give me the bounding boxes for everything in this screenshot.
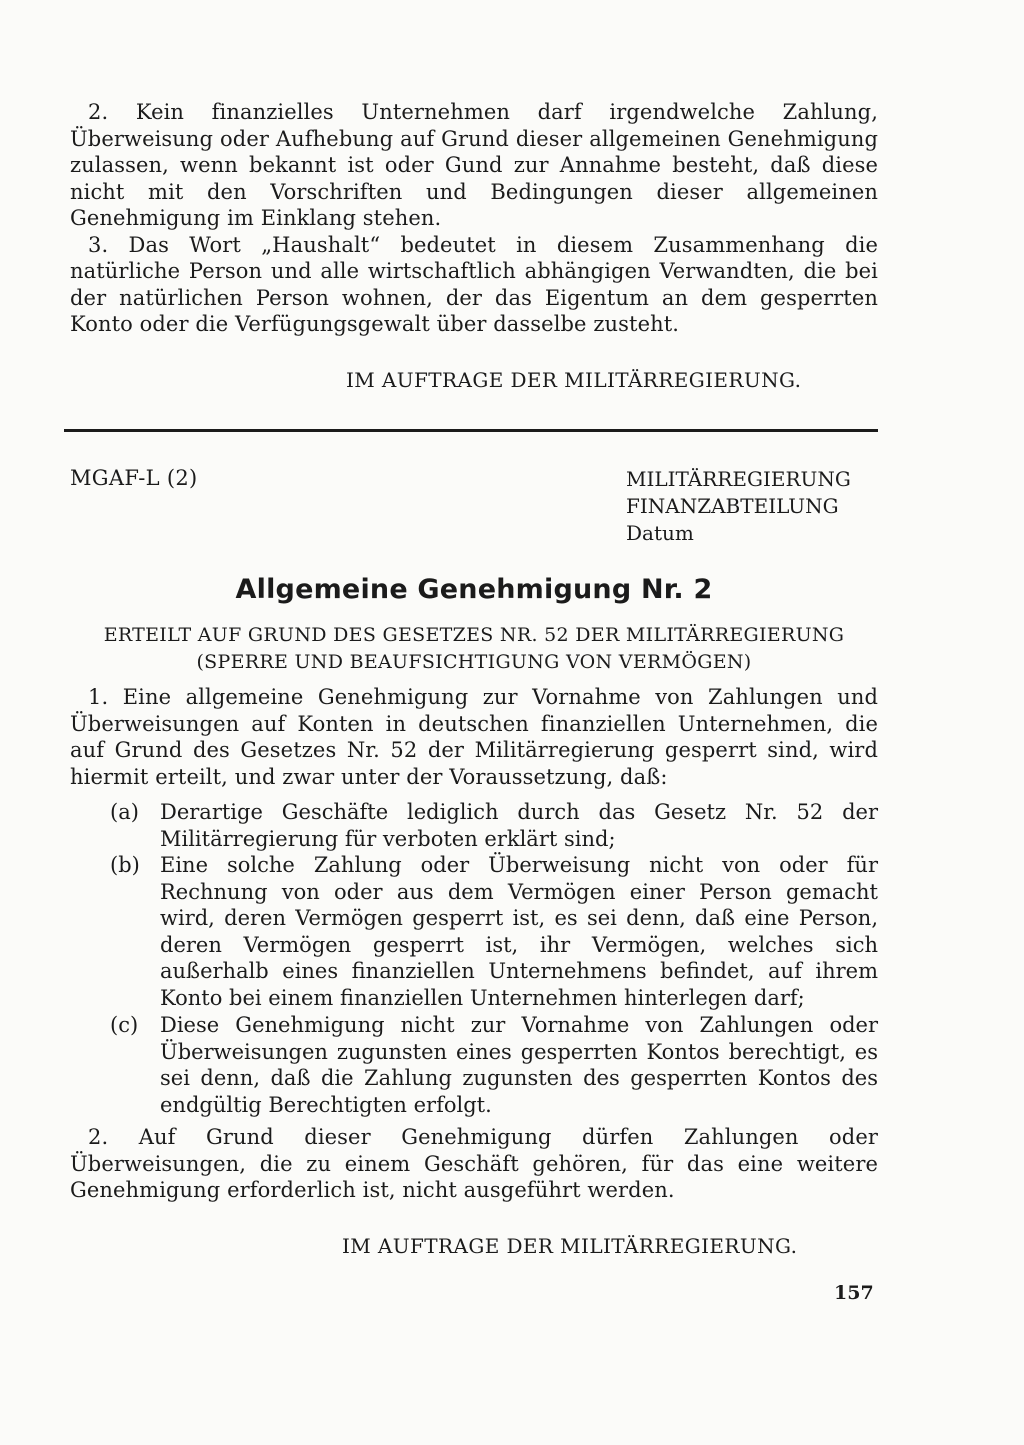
department-line-1: MILITÄRREGIERUNG [626, 467, 851, 491]
paragraph-2-previous: 2. Kein finanzielles Unternehmen darf irgendwelche Zahlung, Überweisung oder Aufhebung auf Grund dieser allgemeinen Genehmigung zulassen, wenn bekannt ist oder Gund zur Annahme besteht, daß diese nicht mit den Vorschriften und Bedingungen dieser allgemeinen Genehmigung im Einklang stehen. [70, 100, 878, 230]
list-marker-c: (c) [110, 1013, 139, 1037]
page-number: 157 [834, 1282, 874, 1304]
document-code: MGAF-L (2) [70, 466, 198, 490]
list-item-a [110, 799, 878, 852]
list-text-b: Eine solche Zahlung oder Überweisung nicht von oder für Rechnung von oder aus dem Vermögen einer Person gemacht wird, deren Vermögen gesperrt ist, es sei denn, daß eine Person, deren Vermögen gesperrt ist, ihr Vermögen, welches sich außerhalb eines finanziellen Unternehmens befindet, auf ihrem Konto bei einem finanziellen Unternehmen hinterlegen darf; [160, 853, 878, 1010]
paragraph-1-block [70, 684, 878, 790]
signature: IM AUFTRAGE DER MILITÄRREGIERUNG. [342, 1234, 798, 1258]
paragraph-1: 1. Eine allgemeine Genehmigung zur Vornahme von Zahlungen und Überweisungen auf Konten in deutschen finanziellen Unternehmen, die auf Grund des Gesetzes Nr. 52 der Militärregierung gesperrt sind, wird hiermit erteilt, und zwar unter der Voraussetzung, daß: [70, 685, 878, 789]
department-block [626, 466, 851, 547]
list-item-c [110, 1012, 878, 1118]
previous-section [70, 99, 878, 338]
list-text-c: Diese Genehmigung nicht zur Vornahme von Zahlungen oder Überweisungen zugunsten eines gesperrten Kontos berechtigt, es sei denn, daß die Zahlung zugunsten des gesperrten Kontos des endgültig Berechtigten erfolgt. [160, 1013, 878, 1117]
document-title: Allgemeine Genehmigung Nr. 2 [235, 574, 713, 605]
department-line-2: FINANZABTEILUNG [626, 494, 839, 518]
document-subtitle: ERTEILT AUF GRUND DES GESETZES NR. 52 DER MILITÄRREGIERUNG (SPERRE UND BEAUFSICHTIGUNG VON VERMÖGEN) [103, 624, 845, 673]
list-text-a: Derartige Geschäfte lediglich durch das Gesetz Nr. 52 der Militärregierung für verboten erklärt sind; [160, 800, 878, 851]
list-marker-a: (a) [110, 800, 139, 824]
paragraph-2-block [70, 1124, 878, 1204]
list-marker-b: (b) [110, 853, 140, 877]
paragraph-3-previous: 3. Das Wort „Haushalt“ bedeutet in diesem Zusammenhang die natürliche Person und alle wirtschaftlich abhängigen Verwandten, die bei der natürlichen Person wohnen, der das Eigentum an dem gesperrten Konto oder die Verfügungsgewalt über dasselbe zusteht. [70, 232, 878, 336]
date-label: Datum [626, 521, 694, 545]
section-divider [64, 429, 878, 432]
paragraph-2: 2. Auf Grund dieser Genehmigung dürfen Zahlungen oder Überweisungen, die zu einem Geschäft gehören, für das eine weitere Genehmigung erforderlich ist, nicht ausgeführt werden. [70, 1125, 878, 1202]
list-item-b [110, 852, 878, 1011]
signature-previous: IM AUFTRAGE DER MILITÄRREGIERUNG. [346, 368, 802, 392]
